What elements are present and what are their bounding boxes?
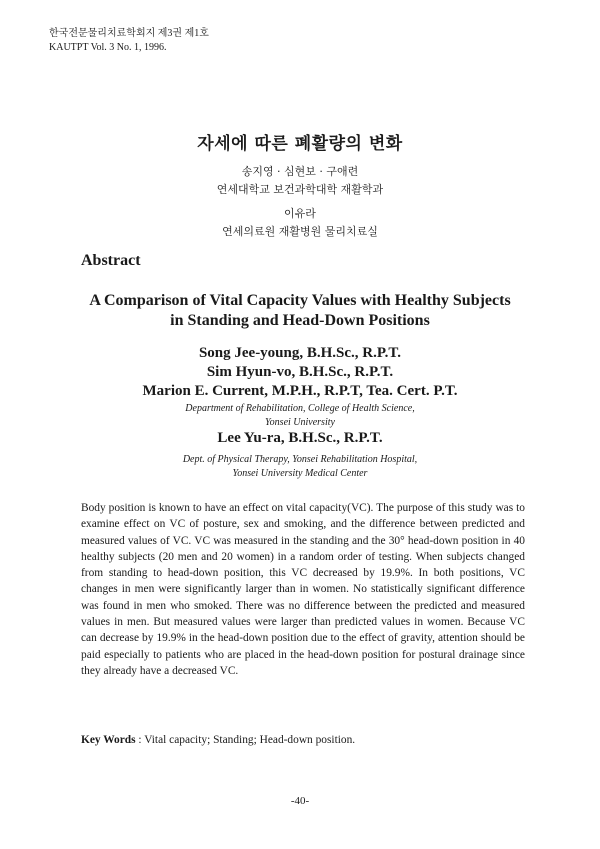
korean-authors-block [0, 163, 600, 199]
journal-name-korean: 한국전문물리치료학회지 제3권 제1호 [49, 28, 209, 39]
author-line: Song Jee-young, B.H.Sc., R.P.T. [198, 345, 402, 361]
english-affiliation-2 [0, 453, 600, 481]
page-number: -40- [290, 795, 310, 807]
abstract-heading: Abstract [81, 252, 141, 269]
keywords-label: Key Words [81, 734, 136, 746]
korean-title: 자세에 따른 폐활량의 변화 [197, 134, 403, 154]
affiliation-line: Yonsei University [265, 417, 335, 428]
journal-header [49, 27, 209, 55]
korean-affiliation-2: 연세의료원 재활병원 물리치료실 [222, 225, 378, 238]
affiliation-line: Department of Rehabilitation, College of Health Science, [185, 403, 415, 414]
keywords-text: : Vital capacity; Standing; Head-down position. [135, 734, 356, 746]
korean-authors: 송지영 · 심현보 · 구애련 [241, 165, 359, 178]
korean-author2-block [0, 205, 600, 241]
english-title [0, 291, 600, 331]
author-line: Sim Hyun-vo, B.H.Sc., R.P.T. [206, 364, 394, 380]
keywords [81, 734, 355, 746]
abstract-body: Body position is known to have an effect on vital capacity(VC). The purpose of this study was to examine effect on VC of posture, sex and smoking, and the difference between predicted and measured values of VC. VC was measured in the standing and the 30° head-down position in 40 healthy subjects (20 men and 20 women) in a random order of testing. When subjects changed from standing to head-down position, this VC decreased by 19.9%. In both positions, VC changes in men were significantly larger than in women. No statistically significant difference was found in men who smoked. There was no difference between the predicted and measured values in men. But measured values were larger than predicted values in women. Because VC can decrease by 19.9% in the head-down position due to the effect of gravity, attention should be paid especially to patients who are placed in the head-down position for postural drainage since they already have a decreased VC. [81, 502, 525, 677]
affiliation-line: Dept. of Physical Therapy, Yonsei Rehabilitation Hospital, [182, 454, 418, 465]
affiliation-line: Yonsei University Medical Center [232, 468, 368, 479]
journal-volume: KAUTPT Vol. 3 No. 1, 1996. [49, 42, 167, 53]
korean-affiliation-1: 연세대학교 보건과학대학 재활학과 [216, 183, 384, 196]
author-line: Marion E. Current, M.P.H., R.P.T, Tea. Cert. P.T. [142, 383, 458, 399]
english-authors [0, 344, 600, 401]
english-title-line-1: A Comparison of Vital Capacity Values with Healthy Subjects [89, 292, 511, 309]
english-author-4: Lee Yu-ra, B.H.Sc., R.P.T. [217, 430, 383, 446]
english-affiliation-1 [0, 402, 600, 430]
korean-author-2: 이유라 [284, 207, 316, 220]
english-title-line-2: in Standing and Head-Down Positions [170, 312, 430, 329]
